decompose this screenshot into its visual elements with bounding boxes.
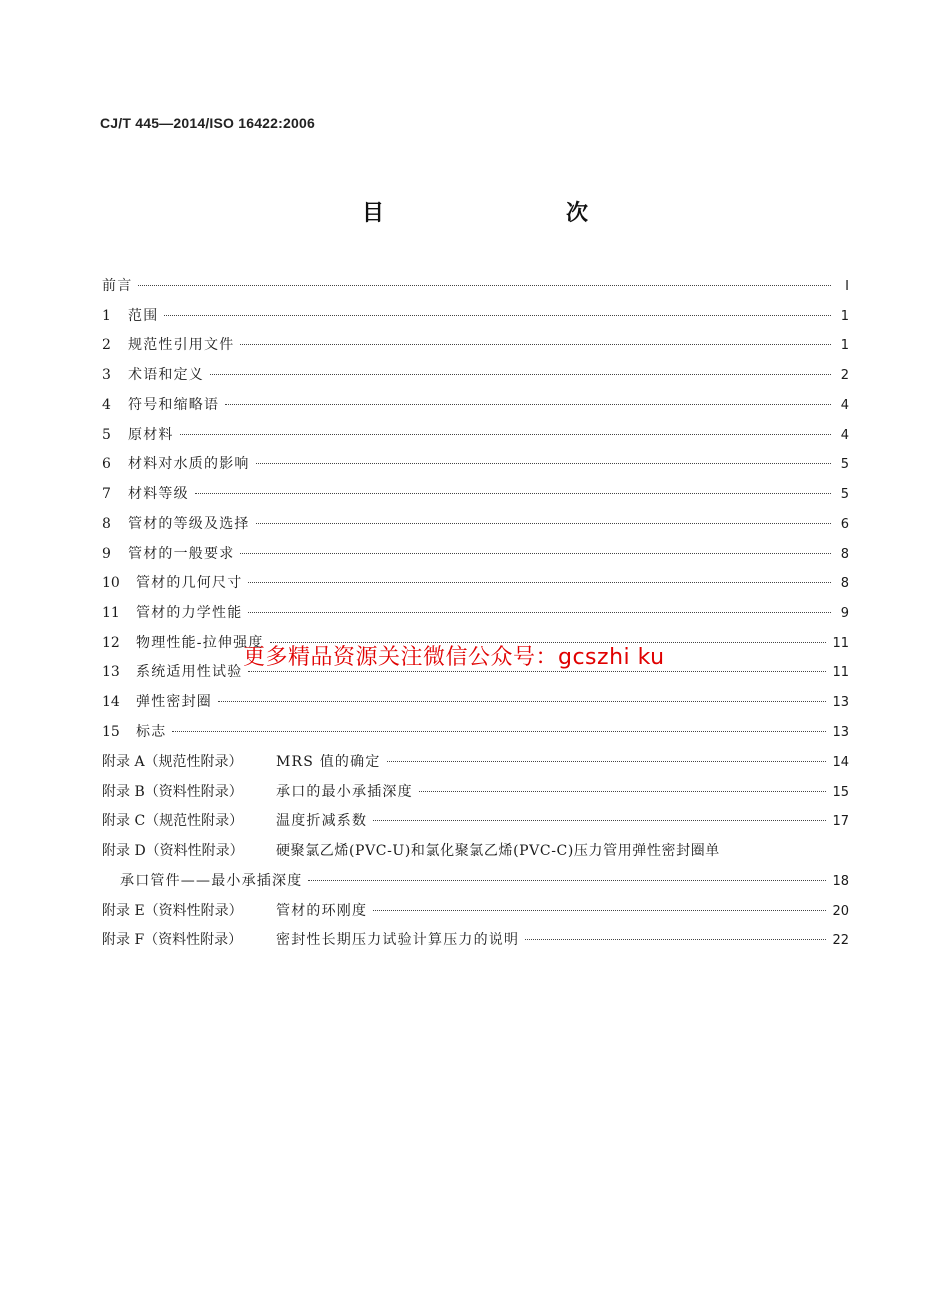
toc-entry-page: 11 (832, 636, 849, 651)
toc-entry-label: 材料等级 (128, 486, 189, 502)
leader-dots (308, 880, 826, 881)
toc-entry-number: 附录 A（规范性附录） (102, 754, 243, 770)
toc-entry[interactable] (102, 363, 849, 387)
toc-entry-annex[interactable] (102, 809, 849, 833)
toc-entry[interactable] (102, 720, 849, 744)
toc-entry-page: 9 (840, 606, 849, 621)
toc-entry-number: 5 (102, 427, 111, 443)
toc-entry-label: MRS 值的确定 (276, 754, 381, 770)
toc-entry[interactable] (102, 304, 849, 328)
leader-dots (218, 701, 826, 702)
leader-dots (240, 553, 831, 554)
leader-dots (387, 761, 827, 762)
toc-entry-number: 9 (102, 546, 111, 562)
toc-entry-page: 18 (832, 874, 849, 889)
toc-entry-number: 附录 F（资料性附录） (102, 932, 243, 948)
leader-dots (164, 315, 831, 316)
toc-entry-page: 13 (832, 695, 849, 710)
toc-entry-annex[interactable] (102, 750, 849, 774)
toc-entry-page: 2 (840, 368, 849, 383)
leader-dots (248, 671, 826, 672)
toc-entry-foreword[interactable] (102, 274, 849, 298)
toc-entry-label: 材料对水质的影响 (128, 456, 250, 472)
toc-entry[interactable] (102, 571, 849, 595)
toc-entry-number: 13 (102, 664, 120, 680)
toc-entry-number: 12 (102, 635, 120, 651)
toc-entry-label: 密封性长期压力试验计算压力的说明 (276, 932, 520, 948)
toc-entry-annex[interactable] (102, 780, 849, 804)
leader-dots (172, 731, 826, 732)
leader-dots (525, 939, 826, 940)
toc-entry-page: Ⅰ (845, 279, 849, 294)
toc-entry-label: 原材料 (128, 427, 174, 443)
toc-entry-number: 附录 D（资料性附录） (102, 843, 244, 859)
toc-entry-annex-continued[interactable] (102, 869, 849, 893)
toc-entry-page: 6 (840, 517, 849, 532)
leader-dots (138, 285, 831, 286)
leader-dots (210, 374, 831, 375)
leader-dots (373, 910, 826, 911)
leader-dots (256, 463, 831, 464)
toc-entry-label: 范围 (128, 308, 159, 324)
toc-entry-number: 8 (102, 516, 111, 532)
toc-entry-page: 14 (832, 755, 849, 770)
toc-entry-page: 5 (840, 487, 849, 502)
toc-entry-page: 4 (840, 398, 849, 413)
toc-entry-page: 1 (840, 309, 849, 324)
toc-entry-label: 承口管件——最小承插深度 (120, 873, 303, 889)
toc-entry-page: 4 (840, 428, 849, 443)
toc-entry-label: 承口的最小承插深度 (276, 784, 413, 800)
toc-entry-number: 附录 E（资料性附录） (102, 903, 243, 919)
toc-entry-label: 前言 (102, 278, 133, 294)
toc-entry[interactable] (102, 482, 849, 506)
toc-entry-label: 温度折减系数 (276, 813, 368, 829)
leader-dots (248, 612, 831, 613)
toc-entry[interactable] (102, 512, 849, 536)
leader-dots (256, 523, 831, 524)
leader-dots (225, 404, 831, 405)
toc-entry-page: 1 (840, 338, 849, 353)
toc-entry-page: 5 (840, 457, 849, 472)
toc-entry-page: 8 (840, 547, 849, 562)
toc-entry[interactable] (102, 423, 849, 447)
leader-dots (373, 820, 826, 821)
toc-entry-label: 术语和定义 (128, 367, 204, 383)
toc-entry-number: 1 (102, 308, 111, 324)
toc-entry-number: 附录 B（资料性附录） (102, 784, 243, 800)
toc-entry[interactable] (102, 542, 849, 566)
leader-dots (248, 582, 831, 583)
leader-dots (240, 344, 831, 345)
toc-entry-page: 17 (832, 814, 849, 829)
toc-entry-page: 20 (832, 904, 849, 919)
watermark-text: 更多精品资源关注微信公众号：gcszhi ku (243, 645, 665, 670)
toc-entry-label: 系统适用性试验 (136, 664, 243, 680)
toc-entry-number: 2 (102, 337, 111, 353)
standard-code: CJ/T 445—2014/ISO 16422:2006 (100, 115, 315, 131)
toc-entry-number: 15 (102, 724, 120, 740)
leader-dots (180, 434, 831, 435)
toc-entry-label: 管材的环刚度 (276, 903, 368, 919)
toc-entry-number: 6 (102, 456, 111, 472)
toc-entry-number: 11 (102, 605, 120, 621)
toc-entry[interactable] (102, 452, 849, 476)
toc-entry-number: 4 (102, 397, 111, 413)
toc-entry-number: 3 (102, 367, 111, 383)
toc-entry-number: 7 (102, 486, 111, 502)
toc-entry-page: 15 (832, 785, 849, 800)
toc-entry-label: 规范性引用文件 (128, 337, 235, 353)
toc-entry-page: 22 (832, 933, 849, 948)
toc-entry[interactable] (102, 333, 849, 357)
toc-entry-label: 符号和缩略语 (128, 397, 220, 413)
toc-entry-label: 管材的力学性能 (136, 605, 243, 621)
toc-entry-number: 14 (102, 694, 120, 710)
toc-entry[interactable] (102, 601, 849, 625)
toc-entry-page: 8 (840, 576, 849, 591)
toc-entry[interactable] (102, 393, 849, 417)
toc-entry-number: 10 (102, 575, 120, 591)
toc-entry-label: 标志 (136, 724, 167, 740)
toc-entry-label: 管材的一般要求 (128, 546, 235, 562)
toc-entry-label: 物理性能-拉伸强度 (136, 635, 264, 651)
leader-dots (195, 493, 831, 494)
leader-dots (419, 791, 827, 792)
toc-entry-label: 弹性密封圈 (136, 694, 212, 710)
toc-entry-label: 管材的等级及选择 (128, 516, 250, 532)
toc-entry-annex[interactable] (102, 899, 849, 923)
toc-entry[interactable] (102, 690, 849, 714)
toc-entry-number: 附录 C（规范性附录） (102, 813, 244, 829)
toc-entry-label: 硬聚氯乙烯(PVC-U)和氯化聚氯乙烯(PVC-C)压力管用弹性密封圈单 (276, 843, 720, 859)
toc-entry-label: 管材的几何尺寸 (136, 575, 243, 591)
toc-entry-annex[interactable] (102, 928, 849, 952)
page-title: 目 次 (361, 200, 634, 226)
toc-entry-annex[interactable] (102, 839, 849, 863)
toc-entry-page: 13 (832, 725, 849, 740)
toc-entry-page: 11 (832, 665, 849, 680)
